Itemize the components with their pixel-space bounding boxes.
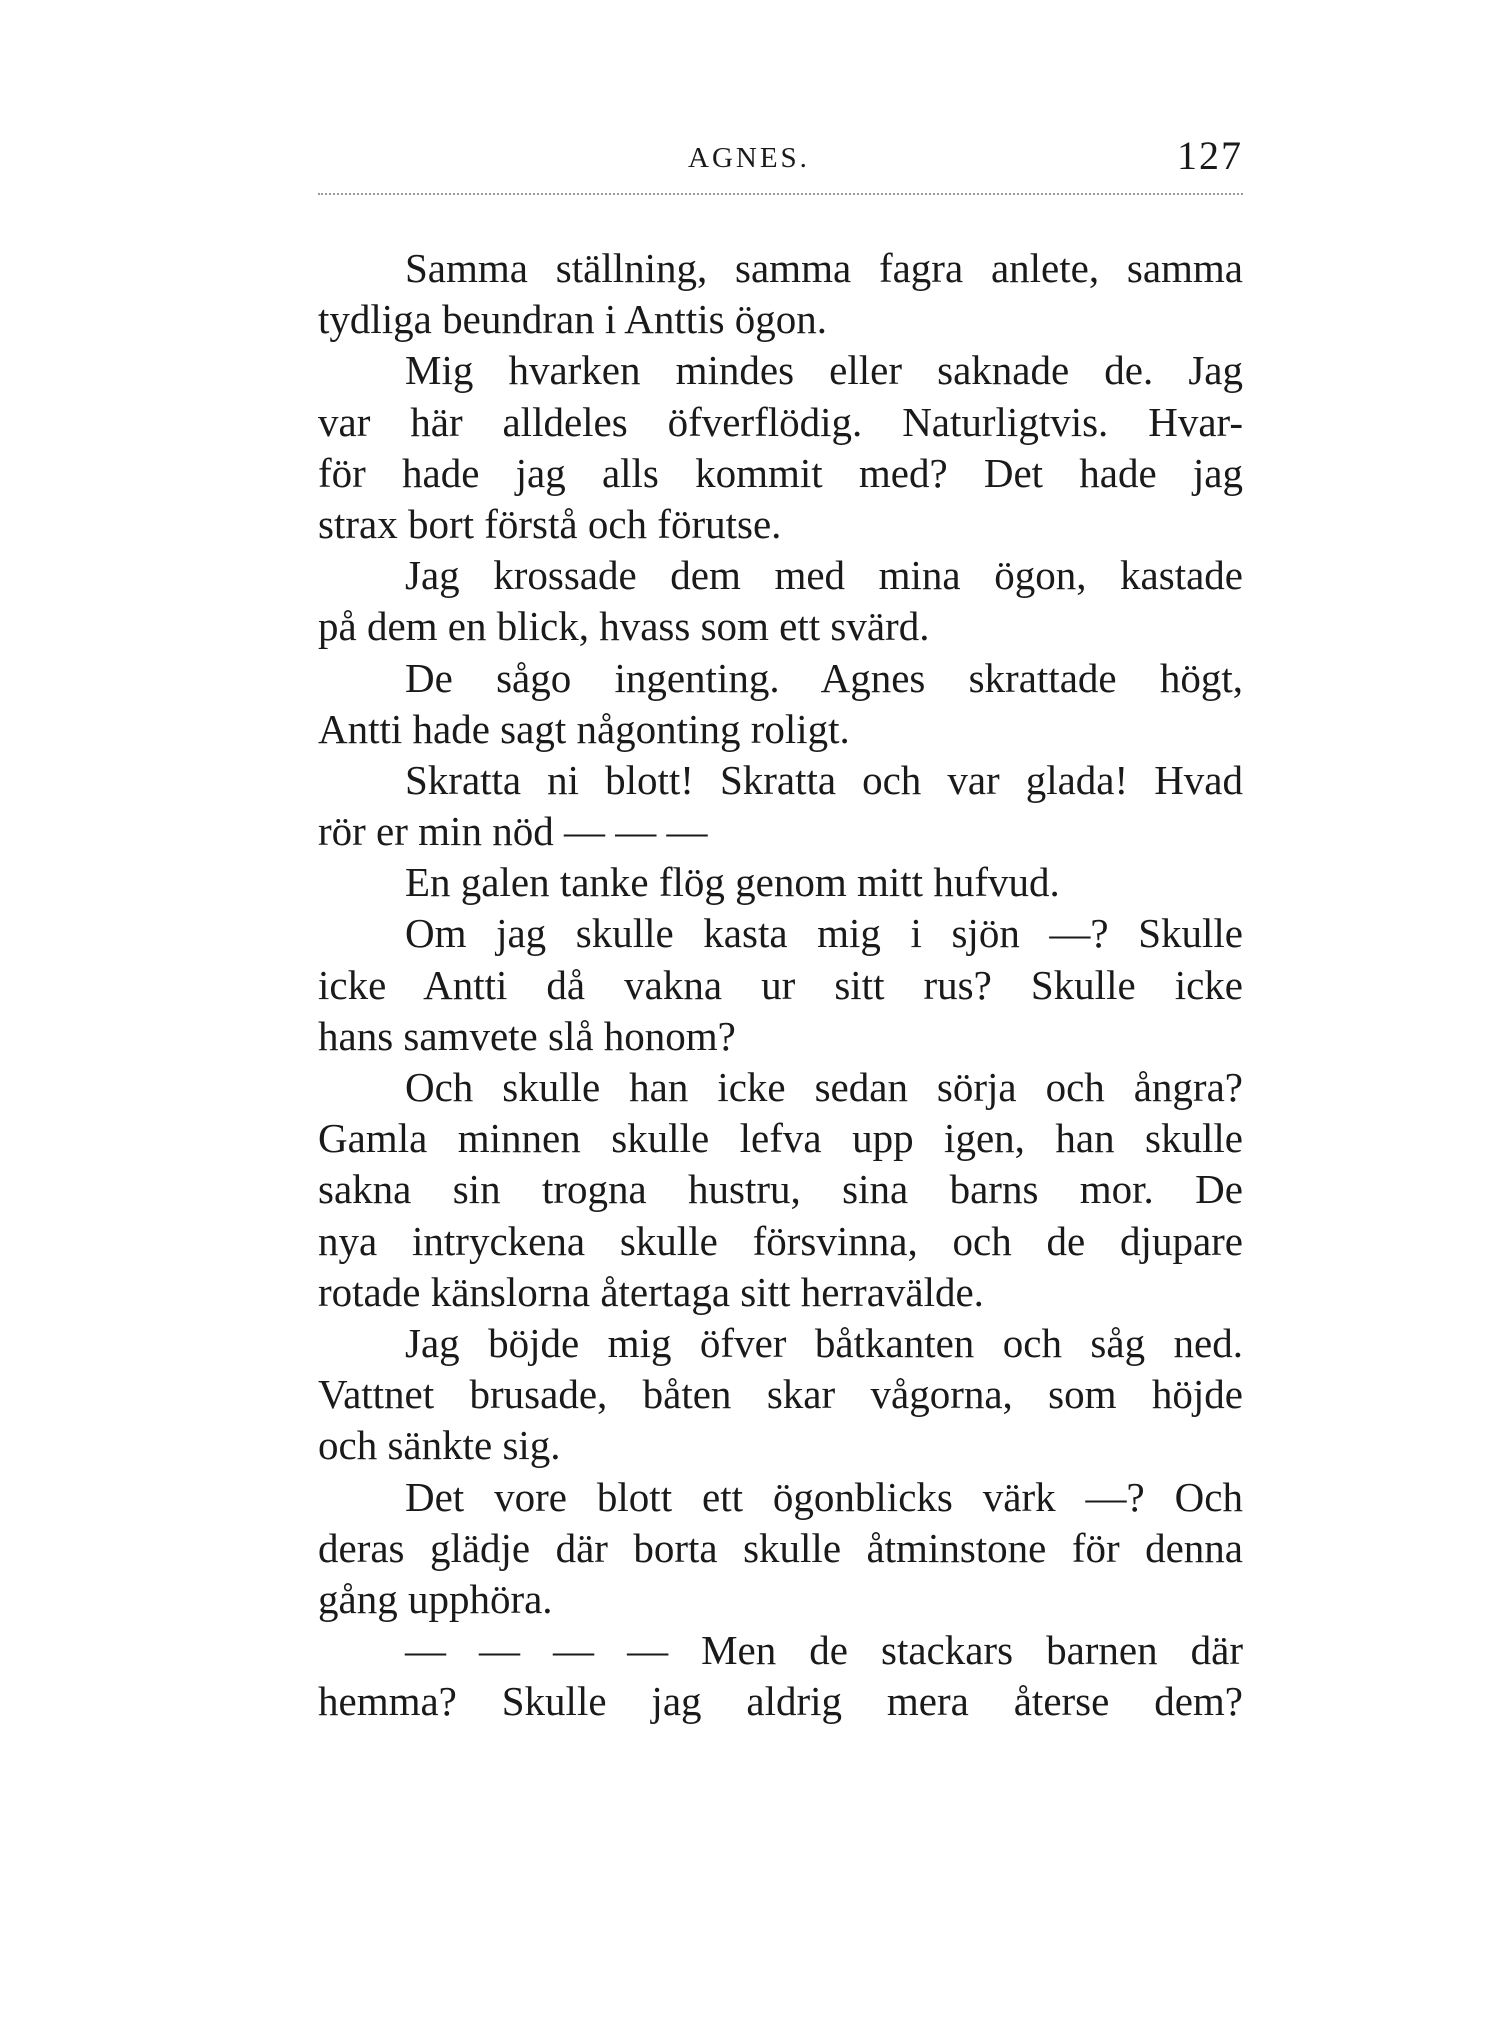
text-line: En galen tanke flög genom mitt hufvud.: [405, 859, 1060, 906]
text-line: — — — — Men de stackars barnen där: [405, 1627, 1243, 1674]
text-line: strax bort förstå och förutse.: [318, 500, 782, 547]
text-line: och sänkte sig.: [318, 1422, 561, 1469]
paragraph-7: [318, 908, 1243, 1062]
text-line: på dem en blick, hvass som ett svärd.: [318, 603, 930, 650]
text-line: Vattnet brusade, båten skar vågorna, som höjde: [318, 1371, 1243, 1418]
text-line: hans samvete slå honom?: [318, 1012, 736, 1059]
text-line: Jag böjde mig öfver båtkanten och såg ned.: [405, 1319, 1243, 1366]
running-title: AGNES.: [688, 142, 810, 174]
text-line: Om jag skulle kasta mig i sjön —? Skulle: [405, 910, 1243, 957]
text-line: icke Antti då vakna ur sitt rus? Skulle icke: [318, 961, 1243, 1008]
paragraph-9: [318, 1318, 1243, 1472]
text-line: nya intryckena skulle försvinna, och de djupare: [318, 1217, 1243, 1264]
text-line: deras glädje där borta skulle åtminstone för denna: [318, 1524, 1243, 1571]
running-head: [318, 132, 1243, 182]
text-line: tydliga beundran i Anttis ögon.: [318, 296, 828, 343]
text-line: var här alldeles öfverflödig. Naturligtvis. Hvar-: [318, 398, 1243, 445]
paragraph-8: [318, 1062, 1243, 1318]
text-line: Jag krossade dem med mina ögon, kastade: [405, 552, 1243, 599]
text-line: Det vore blott ett ögonblicks värk —? Och: [405, 1473, 1243, 1520]
paragraph-3: [318, 550, 1243, 652]
text-line: rotade känslorna återtaga sitt herravälde.: [318, 1268, 984, 1315]
paragraph-11: [318, 1625, 1243, 1727]
text-line: Skratta ni blott! Skratta och var glada! Hvad: [405, 756, 1243, 803]
paragraph-10: [318, 1472, 1243, 1626]
paragraph-4: [318, 653, 1243, 755]
text-line: Samma ställning, samma fagra anlete, samma: [405, 245, 1243, 291]
text-line: Gamla minnen skulle lefva upp igen, han skulle: [318, 1115, 1243, 1162]
text-line: rör er min nöd — — —: [318, 808, 708, 855]
text-line: Antti hade sagt någonting roligt.: [318, 705, 850, 752]
text-line: gång upphöra.: [318, 1575, 553, 1622]
paragraph-2: [318, 345, 1243, 550]
text-line: Mig hvarken mindes eller saknade de. Jag: [405, 347, 1243, 394]
text-line: hemma? Skulle jag aldrig mera återse dem?: [318, 1678, 1243, 1725]
page-number: 127: [1177, 133, 1243, 178]
text-line: sakna sin trogna hustru, sina barns mor. De: [318, 1166, 1243, 1213]
body-text: [318, 243, 1243, 1727]
paragraph-1: [318, 243, 1243, 345]
text-line: för hade jag alls kommit med? Det hade jag: [318, 449, 1243, 496]
paragraph-5: [318, 755, 1243, 857]
text-line: De sågo ingenting. Agnes skrattade högt,: [405, 654, 1243, 701]
paragraph-6: [318, 857, 1243, 908]
header-rule: [318, 193, 1243, 195]
text-line: Och skulle han icke sedan sörja och ångra?: [405, 1064, 1243, 1110]
